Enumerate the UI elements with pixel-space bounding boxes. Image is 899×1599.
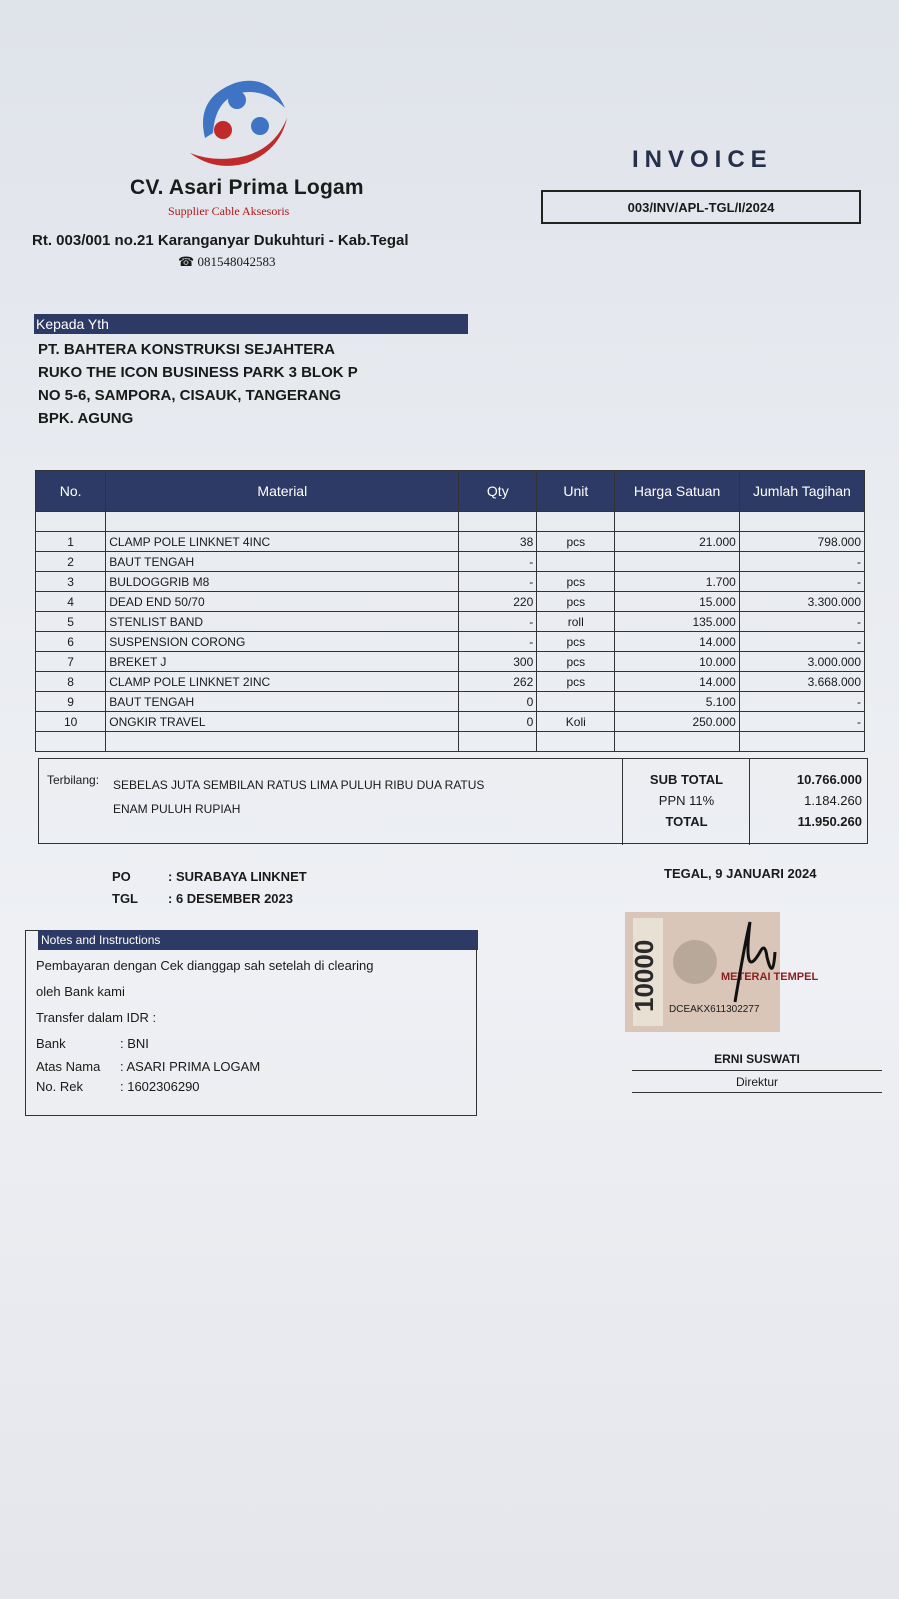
col-harga-satuan: Harga Satuan bbox=[615, 471, 740, 512]
cell-unit bbox=[537, 692, 615, 712]
terbilang-text bbox=[113, 773, 553, 821]
summary-values bbox=[754, 769, 862, 832]
company-logo bbox=[185, 68, 295, 168]
summary-box bbox=[38, 758, 868, 844]
divider bbox=[622, 759, 623, 845]
cell-material: CLAMP POLE LINKNET 4INC bbox=[106, 532, 459, 552]
invoice-title: INVOICE bbox=[632, 146, 773, 173]
cell-unit: pcs bbox=[537, 652, 615, 672]
notes-line: oleh Bank kami bbox=[36, 984, 125, 999]
bank-value: : BNI bbox=[120, 1036, 149, 1051]
cell-harga: 10.000 bbox=[615, 652, 740, 672]
cell-material: DEAD END 50/70 bbox=[106, 592, 459, 612]
summary-labels bbox=[629, 769, 744, 832]
cell-qty: 0 bbox=[459, 712, 537, 732]
rek-value: : 1602306290 bbox=[120, 1079, 200, 1094]
cell-qty: 220 bbox=[459, 592, 537, 612]
table-row bbox=[36, 552, 865, 572]
terbilang-line: ENAM PULUH RUPIAH bbox=[113, 802, 241, 816]
invoice-number: 003/INV/APL-TGL/I/2024 bbox=[541, 190, 861, 224]
po-value: : SURABAYA LINKNET bbox=[168, 869, 307, 884]
cell-jumlah: 798.000 bbox=[739, 532, 864, 552]
cell-jumlah: - bbox=[739, 712, 864, 732]
cell-unit: roll bbox=[537, 612, 615, 632]
cell-harga bbox=[615, 552, 740, 572]
col-unit: Unit bbox=[537, 471, 615, 512]
cell-harga: 250.000 bbox=[615, 712, 740, 732]
cell-harga: 15.000 bbox=[615, 592, 740, 612]
col-no: No. bbox=[36, 471, 106, 512]
company-phone: ☎ 081548042583 bbox=[178, 254, 276, 269]
cell-harga: 14.000 bbox=[615, 632, 740, 652]
terbilang-line: SEBELAS JUTA SEMBILAN RATUS LIMA PULUH RIBU DUA RATUS bbox=[113, 778, 485, 792]
notes-line: Pembayaran dengan Cek dianggap sah setelah di clearing bbox=[36, 958, 374, 973]
subtotal-value: 10.766.000 bbox=[796, 772, 862, 787]
recipient-line: NO 5-6, SAMPORA, CISAUK, TANGERANG bbox=[38, 387, 342, 404]
name-label: Atas Nama bbox=[36, 1059, 101, 1074]
table-row bbox=[36, 712, 865, 732]
name-value: : ASARI PRIMA LOGAM bbox=[120, 1059, 261, 1074]
table-row-spacer bbox=[36, 512, 865, 532]
cell-material: STENLIST BAND bbox=[106, 612, 459, 632]
cell-material: BULDOGGRIB M8 bbox=[106, 572, 459, 592]
cell-harga: 5.100 bbox=[615, 692, 740, 712]
divider bbox=[749, 759, 750, 845]
cell-unit: pcs bbox=[537, 632, 615, 652]
cell-qty: - bbox=[459, 572, 537, 592]
recipient-line: BPK. AGUNG bbox=[38, 410, 134, 427]
col-material: Material bbox=[106, 471, 459, 512]
cell-harga: 21.000 bbox=[615, 532, 740, 552]
cell-material: BAUT TENGAH bbox=[106, 692, 459, 712]
col-qty: Qty bbox=[459, 471, 537, 512]
cell-harga: 14.000 bbox=[615, 672, 740, 692]
total-label: TOTAL bbox=[665, 814, 708, 829]
cell-no: 7 bbox=[36, 652, 106, 672]
cell-material: SUSPENSION CORONG bbox=[106, 632, 459, 652]
stamp-value: 10000 bbox=[629, 939, 659, 1012]
items-body bbox=[36, 512, 865, 752]
recipient-block bbox=[38, 338, 358, 430]
bank-label: Bank bbox=[36, 1036, 66, 1051]
cell-no: 5 bbox=[36, 612, 106, 632]
table-row-spacer bbox=[36, 732, 865, 752]
company-name: CV. Asari Prima Logam bbox=[130, 176, 364, 199]
cell-qty: 0 bbox=[459, 692, 537, 712]
cell-material: BREKET J bbox=[106, 652, 459, 672]
cell-harga: 1.700 bbox=[615, 572, 740, 592]
notes-box bbox=[25, 930, 477, 1116]
stamp-serial: DCEAKX611302277 bbox=[669, 1004, 760, 1015]
ppn-label: PPN 11% bbox=[658, 793, 715, 808]
col-jumlah-tagihan: Jumlah Tagihan bbox=[739, 471, 864, 512]
cell-jumlah: - bbox=[739, 692, 864, 712]
cell-no: 10 bbox=[36, 712, 106, 732]
company-tagline: Supplier Cable Aksesoris bbox=[168, 204, 290, 218]
cell-jumlah: - bbox=[739, 632, 864, 652]
cell-no: 4 bbox=[36, 592, 106, 612]
signature-line bbox=[632, 1070, 882, 1071]
rek-label: No. Rek bbox=[36, 1079, 83, 1094]
cell-no: 1 bbox=[36, 532, 106, 552]
notes-line: Transfer dalam IDR : bbox=[36, 1010, 157, 1025]
cell-jumlah: - bbox=[739, 612, 864, 632]
cell-qty: - bbox=[459, 632, 537, 652]
signer-title: Direktur bbox=[735, 1075, 778, 1089]
cell-no: 2 bbox=[36, 552, 106, 572]
table-row bbox=[36, 532, 865, 552]
cell-unit: pcs bbox=[537, 592, 615, 612]
recipient-header: Kepada Yth bbox=[34, 314, 468, 334]
cell-qty: - bbox=[459, 552, 537, 572]
cell-material: CLAMP POLE LINKNET 2INC bbox=[106, 672, 459, 692]
table-row bbox=[36, 592, 865, 612]
po-label: PO bbox=[112, 869, 131, 884]
table-row bbox=[36, 572, 865, 592]
cell-unit: pcs bbox=[537, 532, 615, 552]
cell-unit: Koli bbox=[537, 712, 615, 732]
cell-jumlah: - bbox=[739, 552, 864, 572]
cell-jumlah: 3.000.000 bbox=[739, 652, 864, 672]
cell-no: 8 bbox=[36, 672, 106, 692]
signature-line bbox=[632, 1092, 882, 1093]
total-value: 11.950.260 bbox=[797, 814, 862, 829]
table-row bbox=[36, 672, 865, 692]
notes-header: Notes and Instructions bbox=[38, 930, 478, 950]
cell-no: 9 bbox=[36, 692, 106, 712]
cell-unit: pcs bbox=[537, 572, 615, 592]
company-address: Rt. 003/001 no.21 Karanganyar Dukuhturi - Kab.Tegal bbox=[32, 232, 409, 249]
po-block bbox=[112, 866, 307, 910]
notes-body bbox=[36, 953, 374, 1097]
cell-harga: 135.000 bbox=[615, 612, 740, 632]
cell-qty: 300 bbox=[459, 652, 537, 672]
cell-qty: 262 bbox=[459, 672, 537, 692]
terbilang-label: Terbilang: bbox=[47, 773, 100, 787]
ppn-value: 1.184.260 bbox=[804, 793, 862, 808]
cell-unit bbox=[537, 552, 615, 572]
table-row bbox=[36, 652, 865, 672]
items-table bbox=[35, 470, 865, 752]
cell-no: 3 bbox=[36, 572, 106, 592]
cell-material: BAUT TENGAH bbox=[106, 552, 459, 572]
recipient-line: PT. BAHTERA KONSTRUKSI SEJAHTERA bbox=[38, 341, 335, 358]
cell-jumlah: 3.300.000 bbox=[739, 592, 864, 612]
table-row bbox=[36, 612, 865, 632]
cell-material: ONGKIR TRAVEL bbox=[106, 712, 459, 732]
cell-qty: - bbox=[459, 612, 537, 632]
signer-name: ERNI SUSWATI bbox=[714, 1052, 800, 1066]
tgl-value: : 6 DESEMBER 2023 bbox=[168, 891, 293, 906]
cell-jumlah: 3.668.000 bbox=[739, 672, 864, 692]
meterai-stamp bbox=[625, 912, 819, 1032]
table-row bbox=[36, 692, 865, 712]
cell-jumlah: - bbox=[739, 572, 864, 592]
place-date: TEGAL, 9 JANUARI 2024 bbox=[664, 866, 817, 881]
subtotal-label: SUB TOTAL bbox=[649, 772, 724, 787]
cell-qty: 38 bbox=[459, 532, 537, 552]
tgl-label: TGL bbox=[112, 891, 138, 906]
table-header-row bbox=[36, 471, 865, 512]
cell-unit: pcs bbox=[537, 672, 615, 692]
table-row bbox=[36, 632, 865, 652]
stamp-text: METERAI TEMPEL bbox=[721, 971, 819, 983]
cell-no: 6 bbox=[36, 632, 106, 652]
recipient-line: RUKO THE ICON BUSINESS PARK 3 BLOK P bbox=[38, 364, 358, 381]
